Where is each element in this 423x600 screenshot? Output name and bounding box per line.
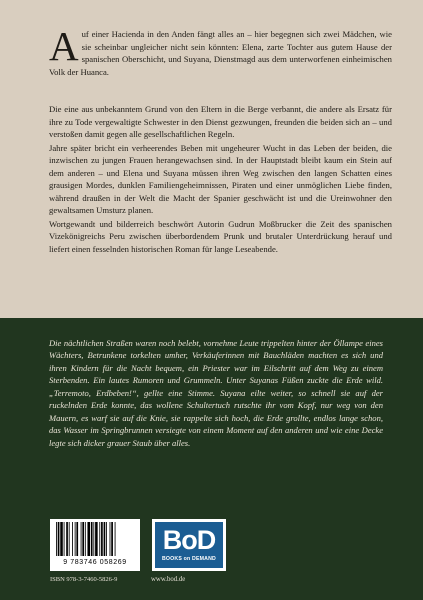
barcode-bar (76, 522, 78, 556)
isbn-barcode (50, 519, 140, 571)
barcode-bar (95, 522, 98, 556)
blurb-paragraph-1-text: uf einer Hacienda in den Anden fängt alles an – hier begegnen sich zwei Mädchen, wie sie scheinbar ungleicher nicht sein könnten: Elena, zarte Tochter aus gutem Hause der spanischen Oberschicht, und Suyana, Dienstmagd aus dem unterworfenen einheimischen Volk der Huanca. (49, 29, 392, 77)
barcode-bar (104, 522, 106, 556)
publisher-logo (152, 519, 226, 571)
barcode-digits: 9 783746 058269 (63, 559, 127, 566)
drop-cap: A (49, 23, 79, 69)
logo-badge (155, 522, 223, 568)
barcode-bar (111, 522, 113, 556)
barcode-bar (56, 522, 57, 556)
barcode-bar (101, 522, 103, 556)
barcode-bar (106, 522, 107, 556)
book-excerpt: Die nächtlichen Straßen waren noch belebt, vornehme Leute trippelten hinter der Öllampe eines Wächters, Betrunkene torkelten umher, Verkäuferinnen mit Bauchläden machten es sich und ihren Kindern für die Nacht bequem, ein Priester war im Eilschritt auf dem Weg zu einem Sterbenden. Ein lautes Rumoren und Grummeln. Unter Suyanas Füßen zuckte die Erde wild. „Terremoto, Erdbeben!“, gellte eine Stimme. Suyana eilte weiter, so schnell sie auf der ruckelnden Erde konnte, das wollene Schultertuch rutschte ihr vom Kopf, nur weg von den Mauern, es warf sie auf die Knie, sie rappelte sich hoch, die Erde grollte, endlos lange schon, das Wasser im Springbrunnen versiegte von einem Moment auf den anderen und wie eine Decke legte sich dicker grauer Staub über alles. (49, 338, 383, 448)
barcode-bar (93, 522, 94, 556)
blurb-paragraph-1 (49, 23, 392, 102)
barcode-bar (110, 522, 111, 556)
logo-wordmark: BoD (162, 525, 216, 555)
barcode-bar (99, 522, 100, 556)
blurb-paragraph-4: Wortgewandt und bilderreich beschwört Autorin Gudrun Moßbrucker die Zeit des spanischen Vizekönigreichs Peru zwischen überbordendem Prunk und brutaler Unterdrückung herauf und liefert einen fesselnden historischen Roman für lange Leseabende. (49, 218, 392, 254)
barcode-bars (54, 522, 136, 559)
blurb-paragraph-3: Jahre später bricht ein verheerendes Beben mit ungeheurer Wucht in das Leben der beiden, die inzwischen zu jungen Frauen herangewachsen sind. In der Hauptstadt bleibt kaum ein Stein auf dem anderen – und Elena und Suyana müssen ihren Weg zwischen den langen Schatten eines grausigen Mordes, dunklen Familiengeheimnissen, Piraten und einer unmöglichen Liebe finden, während draußen in der Welt die Macht der Spanier geschwächt ist und die Ureinwohner den gewaltsamen Umsturz planen. (49, 142, 392, 215)
barcode-bar (81, 522, 82, 556)
book-blurb (49, 23, 392, 256)
barcode-bar (82, 522, 84, 556)
barcode-bar (85, 522, 86, 556)
publisher-website: www.bod.de (151, 576, 186, 583)
barcode-bar (69, 522, 70, 556)
barcode-bar (60, 522, 63, 556)
barcode-bar (66, 522, 68, 556)
barcode-bar (72, 522, 73, 556)
barcode-bar (75, 522, 76, 556)
barcode-bar (87, 522, 90, 556)
blurb-paragraph-2: Die eine aus unbekanntem Grund von den Eltern in die Berge verbannt, die andere als Ersatz für ihre zu Tode vergewaltigte Schwester in den Dienst gezwungen, freunden die beiden sich an – und verstoßen damit gegen alle gesellschaftlichen Regeln. (49, 104, 392, 139)
isbn-number: ISBN 978-3-7460-5826-9 (50, 576, 118, 583)
barcode-bar (91, 522, 93, 556)
barcode-bar (58, 522, 60, 556)
barcode-bar (64, 522, 65, 556)
barcode-bar (115, 522, 116, 556)
logo-tagline: BOOKS on DEMAND (161, 556, 216, 562)
